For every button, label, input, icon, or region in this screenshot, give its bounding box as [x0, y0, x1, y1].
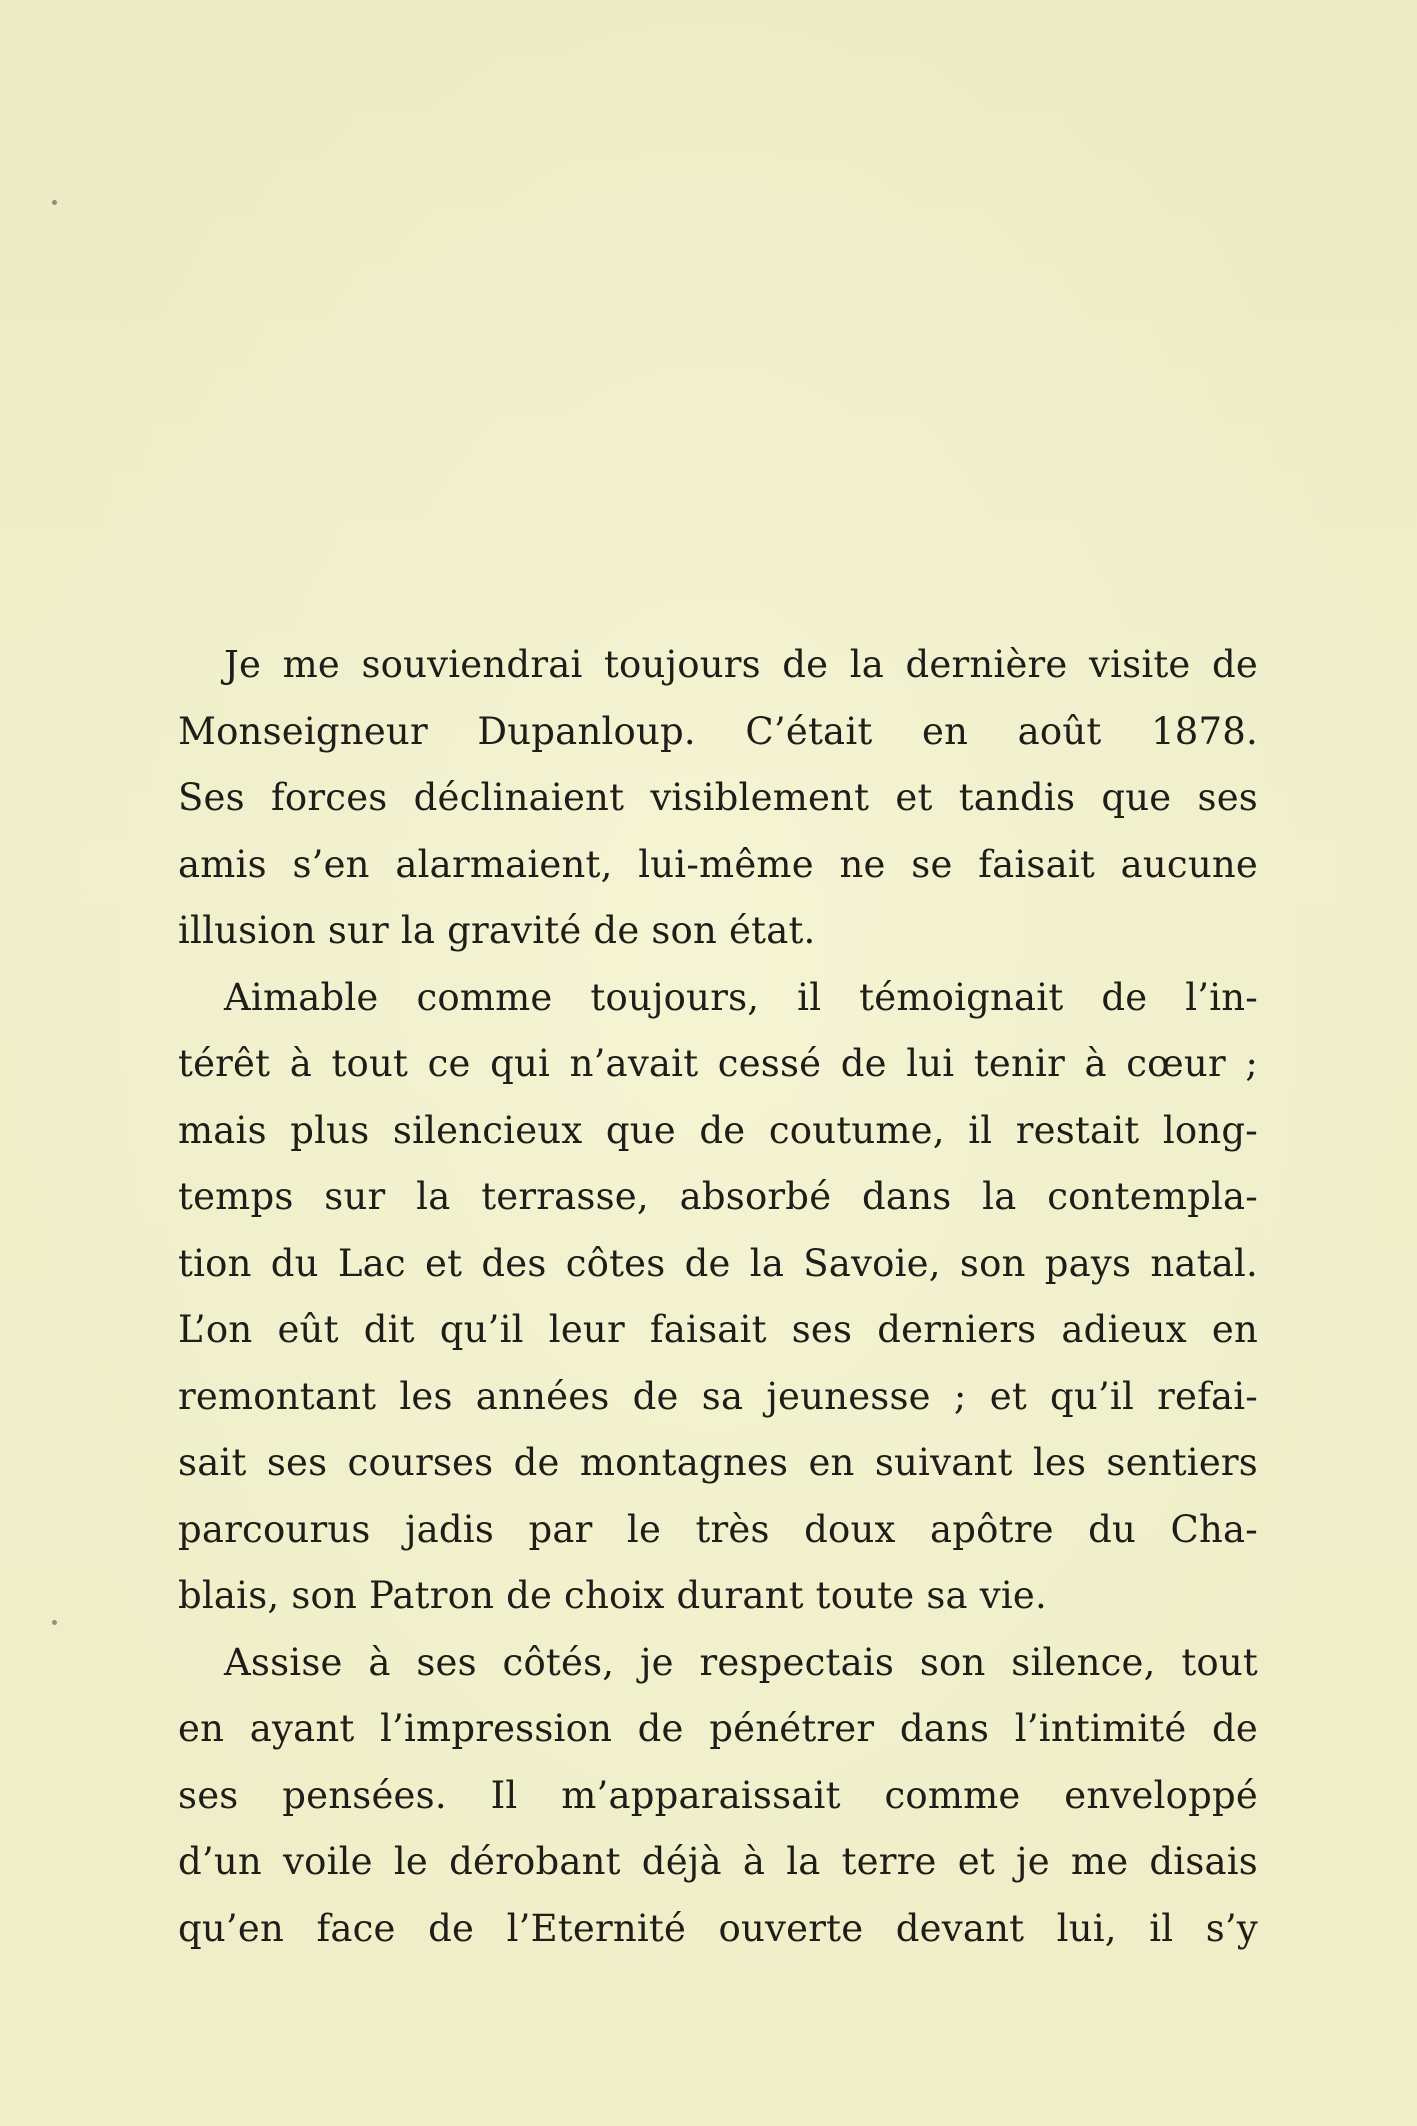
text-line: d’un voile le dérobant déjà à la terre et je me disais — [178, 1840, 1258, 1883]
paragraph-3 — [178, 1630, 1258, 1963]
text-line: mais plus silencieux que de coutume, il restait long- — [178, 1108, 1258, 1152]
text-line: Je me souviendrai toujours de la dernière visite de — [224, 643, 1258, 686]
text-line: tion du Lac et des côtes de la Savoie, son pays natal. — [178, 1241, 1258, 1285]
paragraph-2 — [178, 965, 1258, 1630]
text-line: parcourus jadis par le très doux apôtre du Cha- — [178, 1507, 1258, 1551]
text-line: Ses forces déclinaient visiblement et tandis que ses — [178, 776, 1258, 819]
text-line: Aimable comme toujours, il témoignait de l’in- — [224, 975, 1258, 1019]
paper-speck — [52, 200, 57, 205]
text-line: remontant les années de sa jeunesse ; et qu’il refai- — [178, 1374, 1258, 1418]
text-line: Monseigneur Dupanloup. C’était en août 1878. — [178, 709, 1258, 753]
text-line: Assise à ses côtés, je respectais son silence, tout — [224, 1640, 1258, 1684]
text-line: L’on eût dit qu’il leur faisait ses derniers adieux en — [178, 1308, 1258, 1351]
paragraph-1 — [178, 632, 1258, 965]
text-line: ses pensées. Il m’apparaissait comme enveloppé — [178, 1773, 1258, 1817]
text-line: illusion sur la gravité de son état. — [178, 909, 816, 952]
text-line: amis s’en alarmaient, lui-même ne se faisait aucune — [178, 842, 1258, 886]
text-line: temps sur la terrasse, absorbé dans la contempla- — [178, 1175, 1258, 1218]
text-line: en ayant l’impression de pénétrer dans l’intimité de — [178, 1707, 1258, 1750]
paper-speck — [52, 1620, 57, 1625]
text-line: sait ses courses de montagnes en suivant les sentiers — [178, 1441, 1258, 1484]
body-text — [178, 632, 1258, 1962]
text-line: térêt à tout ce qui n’avait cessé de lui tenir à cœur ; — [178, 1042, 1258, 1085]
text-line: qu’en face de l’Eternité ouverte devant lui, il s’y — [178, 1906, 1258, 1950]
text-line: blais, son Patron de choix durant toute sa vie. — [178, 1574, 1047, 1617]
